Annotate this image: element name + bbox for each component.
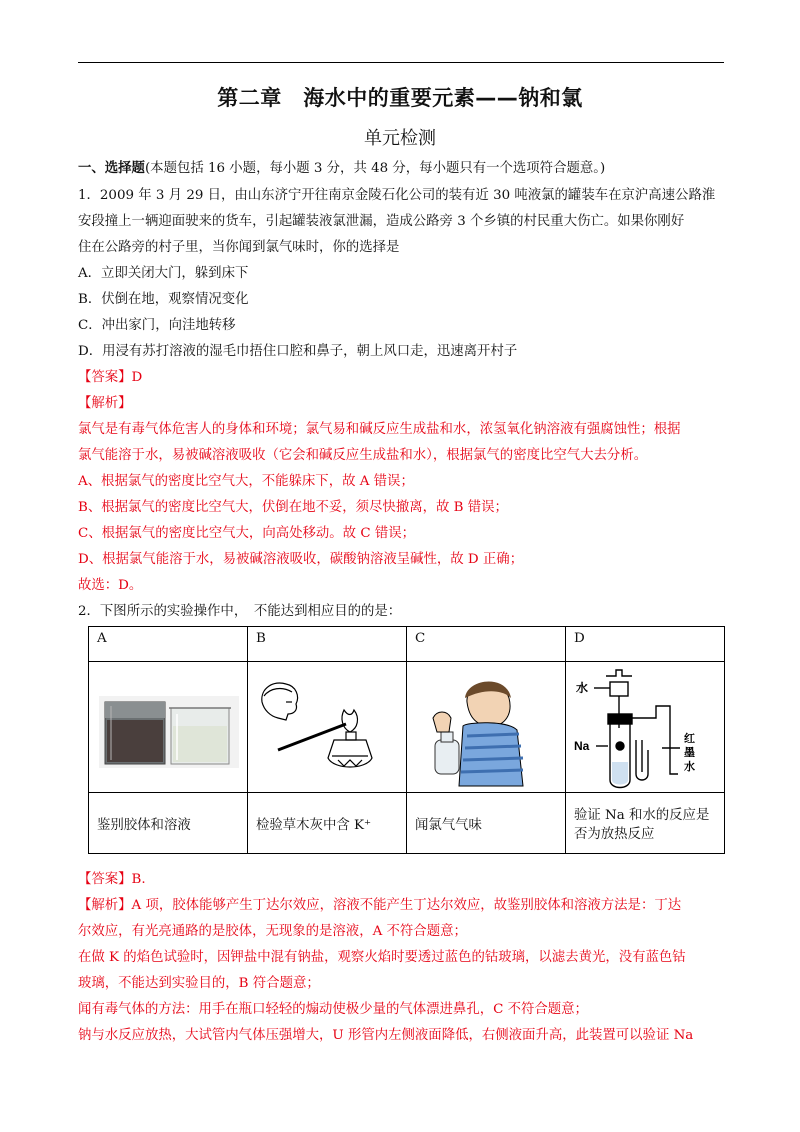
q1-analysis-line-5: C、根据氯气的密度比空气大，向高处移动。故 C 错误；	[78, 526, 415, 541]
section-note: (本题包括 16 小题，每小题 3 分，共 48 分，每小题只有一个选项符合题意。)	[144, 161, 606, 176]
q1-stem-line-1: 1．2009 年 3 月 29 日，由山东济宁开往南京金陵石化公司的装有近 30 吨液氯的罐装车在京沪高速公路淮	[78, 188, 716, 203]
q1-option-c: C．冲出家门，向洼地转移	[78, 318, 236, 333]
cell-label-b: 检验草木灰中含 K⁺	[248, 793, 407, 854]
column-header-b: B	[248, 627, 407, 662]
table-image-row	[89, 662, 725, 793]
header-rule	[78, 62, 724, 63]
q2-analysis-line-2: 尔效应，有光亮通路的是胶体，无现象的是溶液，A 不符合题意；	[78, 924, 467, 939]
colloid-beaker	[105, 702, 165, 764]
q2-options-table	[88, 626, 725, 854]
q2-answer: 【答案】B.	[78, 872, 146, 887]
gas-bottle	[433, 712, 459, 774]
person-head	[262, 683, 298, 720]
beakers-image	[89, 662, 247, 792]
q1-analysis-title: 【解析】	[78, 396, 132, 411]
cell-image-d	[566, 662, 725, 793]
q1-analysis-line-1: 氯气是有毒气体危害人的身体和环境；氯气易和碱反应生成盐和水，浓氢氧化钠溶液有强腐蚀性；根据	[78, 422, 681, 437]
q2-stem: 2．下图所示的实验操作中， 不能达到相应目的的是：	[78, 604, 402, 619]
table-label-row	[89, 793, 725, 854]
smelling-gas-image	[407, 662, 565, 792]
q1-stem-line-3: 住在公路旁的村子里，当你闻到氯气味时，你的选择是	[78, 240, 400, 255]
cell-label-d: 验证 Na 和水的反应是否为放热反应	[566, 793, 725, 854]
column-header-c: C	[407, 627, 566, 662]
q2-analysis-line-1: 【解析】A 项，胶体能够产生丁达尔效应，溶液不能产生丁达尔效应，故鉴别胶体和溶液方法是：丁达	[78, 898, 682, 913]
q1-analysis-line-2: 氯气能溶于水，易被碱溶液吸收（它会和碱反应生成盐和水），根据氯气的密度比空气大去分析。	[78, 448, 648, 463]
q1-answer: 【答案】D	[78, 370, 143, 385]
q1-analysis-line-3: A、根据氯气的密度比空气大，不能躲床下，故 A 错误；	[78, 474, 414, 489]
flame-test-image	[248, 662, 406, 792]
section-label: 一、选择题	[78, 160, 145, 176]
q1-option-a: A．立即关闭大门，躲到床下	[78, 266, 249, 281]
svg-text:墨: 墨	[684, 747, 695, 759]
cell-image-a	[89, 662, 248, 793]
cell-label-a: 鉴别胶体和溶液	[89, 793, 248, 854]
q2-analysis-line-6: 钠与水反应放热，大试管内气体压强增大，U 形管内左侧液面降低，右侧液面升高，此装置可以验证 Na	[78, 1028, 694, 1043]
cell-label-c: 闻氯气气味	[407, 793, 566, 854]
water-level	[612, 762, 628, 785]
na-water-apparatus-image	[566, 662, 724, 792]
q1-option-b: B．伏倒在地，观察情况变化	[78, 292, 249, 307]
svg-text:红: 红	[684, 733, 695, 745]
alcohol-lamp	[328, 710, 372, 767]
q1-stem-line-2: 安段撞上一辆迎面驶来的货车，引起罐装液氯泄漏，造成公路旁 3 个乡镇的村民重大伤亡。如果你刚好	[78, 214, 685, 229]
column-header-d: D	[566, 627, 725, 662]
label-na: Na	[574, 739, 590, 753]
cell-image-b	[248, 662, 407, 793]
platinum-wire	[278, 724, 346, 750]
boy-figure	[459, 681, 523, 786]
q1-analysis-line-4: B、根据氯气的密度比空气大，伏倒在地不妥，须尽快撤离，故 B 错误；	[78, 500, 508, 515]
column-header-a: A	[89, 627, 248, 662]
section-heading	[78, 158, 728, 179]
q1-option-d: D．用浸有苏打溶液的湿毛巾捂住口腔和鼻子，朝上风口走，迅速离开村子	[78, 344, 518, 359]
q2-analysis-line-5: 闻有毒气体的方法：用手在瓶口轻轻的煽动使极少量的气体漂进鼻孔，C 不符合题意；	[78, 1002, 588, 1017]
solution-beaker	[169, 708, 231, 764]
page-title: 第二章 海水中的重要元素——钠和氯	[217, 86, 583, 110]
svg-text:水: 水	[684, 761, 695, 773]
cell-image-c	[407, 662, 566, 793]
label-red-ink	[684, 731, 695, 773]
apparatus	[594, 670, 680, 788]
page-subtitle: 单元检测	[364, 128, 436, 149]
q2-analysis-line-3: 在做 K 的焰色试验时，因钾盐中混有钠盐，观察火焰时要透过蓝色的钴玻璃，以滤去黄光，没有蓝色钴	[78, 950, 686, 965]
q1-analysis-line-6: D、根据氯气能溶于水，易被碱溶液吸收，碳酸钠溶液呈碱性，故 D 正确；	[78, 552, 524, 567]
table-header-row	[89, 627, 725, 662]
q2-analysis-line-4: 玻璃，不能达到实验目的，B 符合题意；	[78, 976, 320, 991]
label-water: 水	[576, 681, 589, 695]
q1-analysis-line-7: 故选：D。	[78, 578, 143, 593]
